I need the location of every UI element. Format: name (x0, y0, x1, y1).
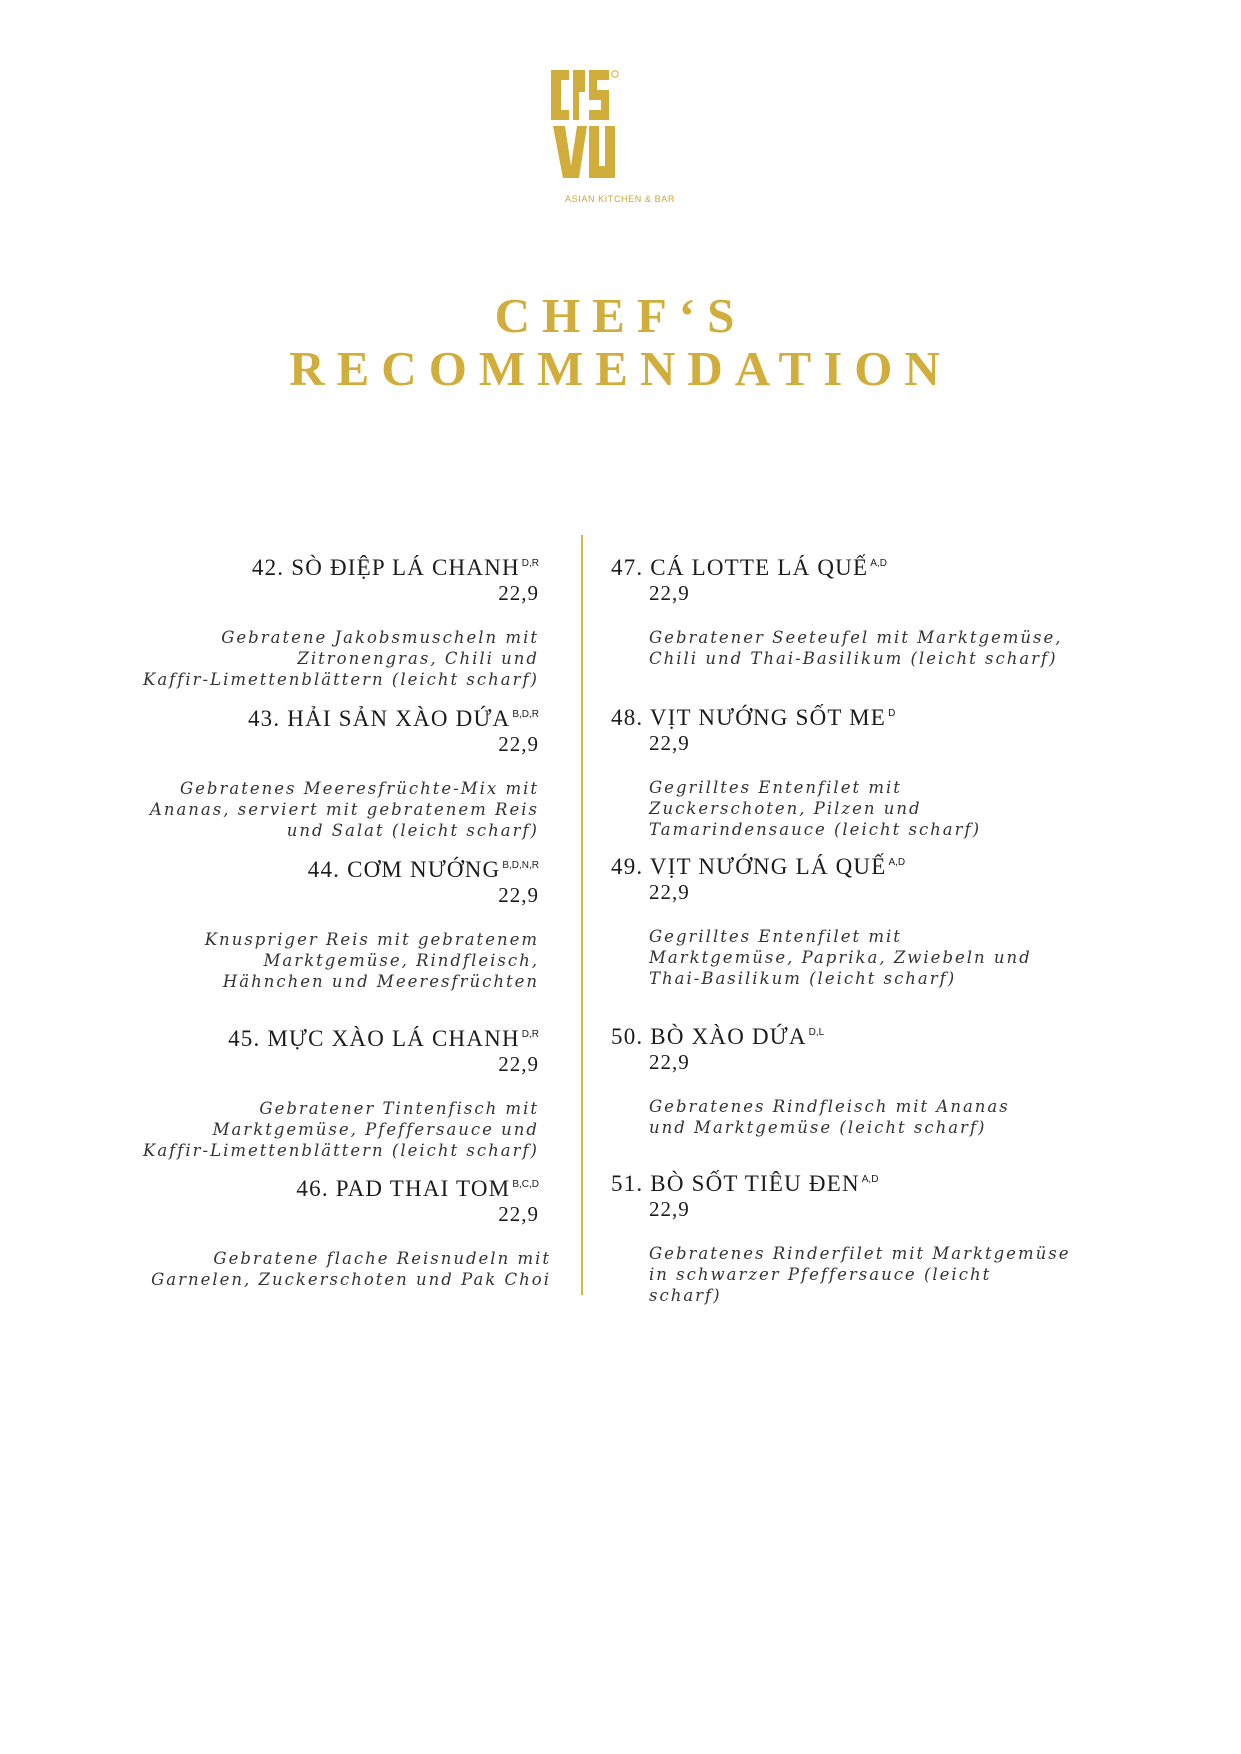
menu-item (611, 551, 1071, 669)
item-description: Gegrilltes Entenfilet mit Zuckerschoten, Pilzen und Tamarindensauce (leicht scharf) (649, 778, 982, 839)
item-allergen: A,D (870, 558, 887, 569)
item-name: 42. SÒ ĐIỆP LÁ CHANH (251, 555, 520, 580)
item-description: Gebratene Jakobsmuscheln mit Zitronengras, Chili und Kaffir-Limettenblättern (leicht scharf) (143, 628, 539, 689)
item-allergen: B,D,R (512, 709, 539, 720)
item-allergen: A,D (861, 1174, 879, 1185)
item-allergen: D,R (521, 1029, 539, 1040)
page-title-line2: RECOMMENDATION (289, 341, 952, 396)
item-allergen: D,L (808, 1027, 825, 1038)
item-price: 22,9 (498, 581, 539, 605)
brand-tagline: ASIAN KITCHEN & BAR (565, 194, 675, 204)
item-allergen: D,R (521, 558, 539, 569)
item-price: 22,9 (649, 581, 690, 605)
item-allergen: B,D,N,R (502, 860, 539, 871)
menu-item (611, 1020, 1071, 1138)
item-price: 22,9 (649, 1050, 690, 1074)
item-name: 46. PAD THAI TOM (296, 1176, 511, 1201)
page-title-line1: CHEF‘S (494, 288, 747, 343)
menu-item (611, 1167, 1071, 1306)
menu-item (119, 551, 539, 690)
item-name: 47. CÁ LOTTE LÁ QUẾ (611, 555, 869, 580)
item-description: Gebratenes Meeresfrüchte-Mix mit Ananas, serviert mit gebratenem Reis und Salat (leicht scharf) (149, 779, 539, 840)
item-price: 22,9 (649, 880, 690, 904)
column-divider (581, 535, 583, 1295)
item-name: 50. BÒ XÀO DỨA (611, 1024, 807, 1049)
item-description: Gebratener Tintenfisch mit Marktgemüse, Pfeffersauce und Kaffir-Limettenblättern (leicht scharf) (143, 1099, 539, 1160)
item-allergen: D (888, 708, 896, 719)
item-name: 43. HẢI SẢN XÀO DỨA (247, 706, 511, 731)
menu-item (119, 702, 539, 841)
item-price: 22,9 (649, 1197, 690, 1221)
item-price: 22,9 (498, 883, 539, 907)
menu-item (119, 853, 539, 992)
item-description: Gebratenes Rinderfilet mit Marktgemüse in schwarzer Pfeffersauce (leicht scharf) (649, 1244, 1071, 1305)
item-price: 22,9 (649, 731, 690, 755)
menu-item (611, 701, 1071, 840)
menu-item (119, 1022, 539, 1161)
item-description: Gebratener Seeteufel mit Marktgemüse, Chili und Thai-Basilikum (leicht scharf) (649, 628, 1063, 668)
item-name: 48. VỊT NƯỚNG SỐT ME (611, 705, 887, 730)
item-allergen: B,C,D (512, 1179, 539, 1190)
item-description: Gebratene flache Reisnudeln mit Garnelen, Zuckerschoten und Pak Choi (151, 1249, 551, 1289)
mau-logo-icon (551, 70, 621, 178)
item-name: 45. MỰC XÀO LÁ CHANH (228, 1026, 520, 1051)
item-name: 51. BÒ SỐT TIÊU ĐEN (611, 1171, 860, 1196)
item-description: Gebratenes Rindfleisch mit Ananas und Marktgemüse (leicht scharf) (649, 1097, 1010, 1137)
item-description: Gegrilltes Entenfilet mit Marktgemüse, Paprika, Zwiebeln und Thai-Basilikum (leicht scharf) (649, 927, 1032, 988)
item-price: 22,9 (498, 1052, 539, 1076)
item-allergen: A,D (888, 857, 906, 868)
item-price: 22,9 (498, 1202, 539, 1226)
menu-item (131, 1172, 551, 1290)
item-price: 22,9 (498, 732, 539, 756)
item-name: 49. VỊT NƯỚNG LÁ QUẾ (611, 854, 887, 879)
item-name: 44. CƠM NƯỚNG (307, 857, 501, 882)
item-description: Knuspriger Reis mit gebratenem Marktgemüse, Rindfleisch, Hähnchen und Meeresfrüchten (204, 930, 539, 991)
menu-item (611, 850, 1071, 989)
